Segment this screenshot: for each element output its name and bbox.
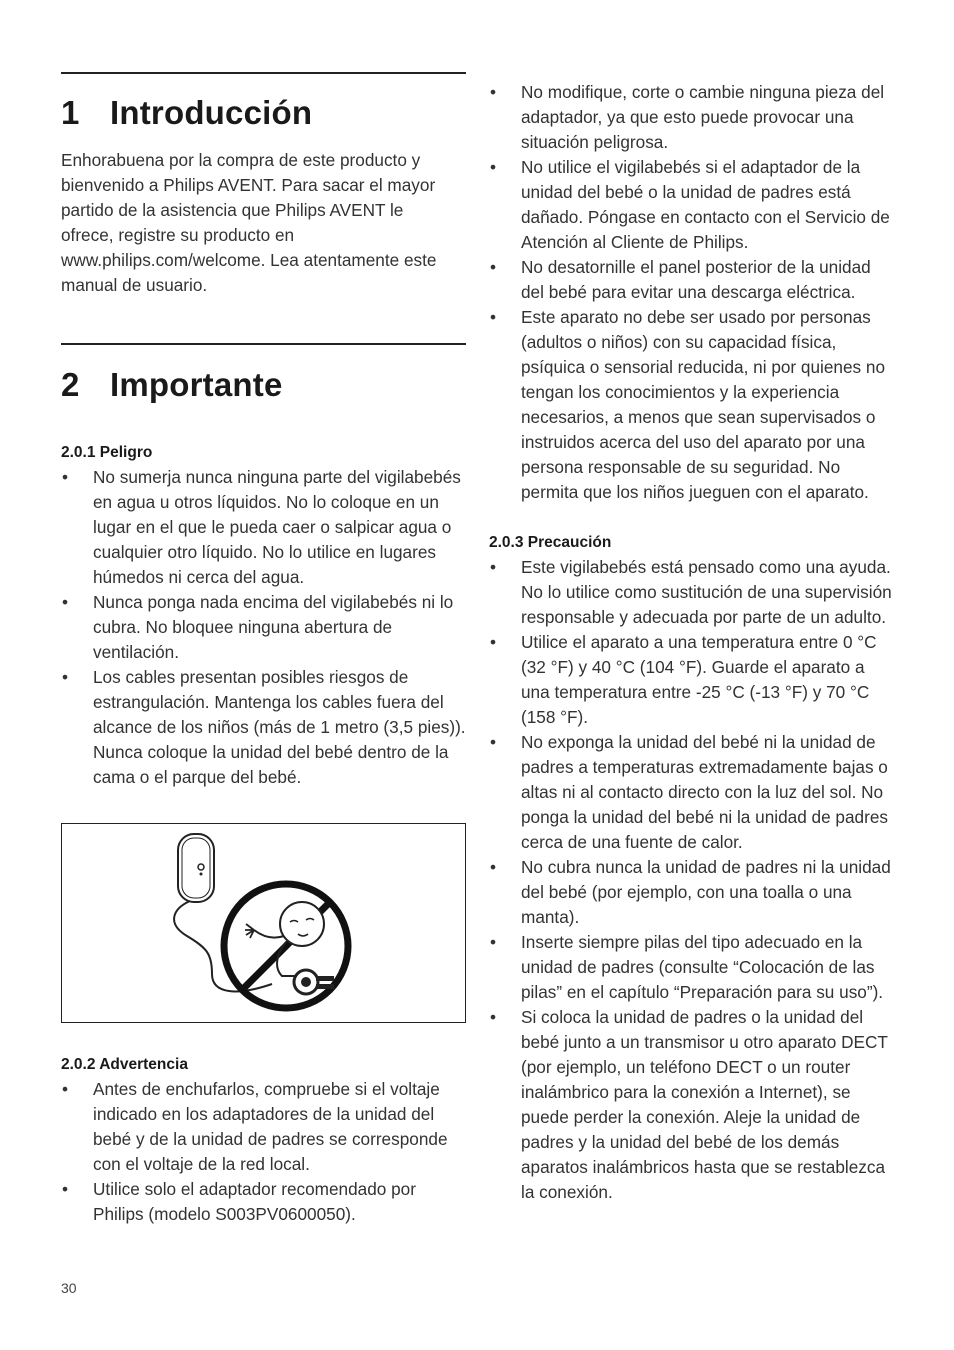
caution-item: • Si coloca la unidad de padres o la unidad del bebé junto a un transmisor u otro aparato DECT (por ejemplo, un teléfono DECT o un router inalámbrico para la conexión a Internet), se puede perder la conexión. Aleje la unidad de padres y la unidad del bebé de los demás aparatos inalámbricos hasta que se restablezca la conexión. (489, 1005, 894, 1205)
warning-heading: 2.0.2 Advertencia (61, 1056, 188, 1073)
caution-item: • Este vigilabebés está pensado como una ayuda. No lo utilice como sustitución de una supervisión responsable y adecuada por parte de un adulto. (489, 555, 894, 630)
warning-item: • No desatornille el panel posterior de la unidad del bebé para evitar una descarga eléctrica. (489, 255, 894, 305)
section-title: Importante (110, 366, 283, 403)
caution-item: • Utilice el aparato a una temperatura entre 0 °C (32 °F) y 40 °C (104 °F). Guarde el aparato a una temperatura entre -25 °C (-13 °F) y 70 °C (158 °F). (489, 630, 894, 730)
caution-item: • No exponga la unidad del bebé ni la unidad de padres a temperaturas extremadamente bajas o altas ni al contacto directo con la luz del sol. No ponga la unidad del bebé ni la unidad de padres cerca de una fuente de calor. (489, 730, 894, 855)
warning-section (61, 1052, 466, 1227)
warning-illustration (61, 823, 466, 1023)
warning-list-continued (489, 80, 894, 505)
right-column (489, 80, 894, 1205)
no-cable-near-baby-icon (62, 824, 465, 1022)
danger-list (61, 465, 466, 790)
danger-item: • Nunca ponga nada encima del vigilabebés ni lo cubra. No bloquee ninguna abertura de ventilación. (61, 590, 466, 665)
left-column (61, 72, 466, 790)
page-number: 30 (61, 1280, 77, 1296)
intro-paragraph: Enhorabuena por la compra de este producto y bienvenido a Philips AVENT. Para sacar el mayor partido de la asistencia que Philips AVENT le ofrece, registre su producto en www.philips.com/welcome. Lea atentamente este manual de usuario. (61, 150, 437, 295)
section-title: Introducción (110, 94, 313, 131)
caution-heading: 2.0.3 Precaución (489, 534, 612, 551)
warning-item: • Este aparato no debe ser usado por personas (adultos o niños) con su capacidad física, psíquica o sensorial reducida, ni por quienes no tengan los conocimientos y la experiencia necesarios, a menos que sean supervisados o instruidos acerca del uso del aparato por una persona responsable de su seguridad. No permita que los niños jueguen con el aparato. (489, 305, 894, 505)
danger-heading: 2.0.1 Peligro (61, 444, 153, 461)
section-number: 1 (61, 94, 80, 131)
caution-list (489, 555, 894, 1205)
section-heading-introduction (61, 90, 466, 136)
danger-item: • No sumerja nunca ninguna parte del vigilabebés en agua u otros líquidos. No lo coloque en un lugar en el que le pueda caer o salpicar agua o cualquier otro líquido. No lo utilice en lugares húmedos ni cerca del agua. (61, 465, 466, 590)
warning-item: • Utilice solo el adaptador recomendado por Philips (modelo S003PV0600050). (61, 1177, 466, 1227)
danger-item: • Los cables presentan posibles riesgos de estrangulación. Mantenga los cables fuera del alcance de los niños (más de 1 metro (3,5 pies)). Nunca coloque la unidad del bebé dentro de la cama o el parque del bebé. (61, 665, 466, 790)
caution-item: • No cubra nunca la unidad de padres ni la unidad del bebé (por ejemplo, con una toalla o una manta). (489, 855, 894, 930)
section-rule (61, 72, 466, 74)
warning-item: • No utilice el vigilabebés si el adaptador de la unidad del bebé o la unidad de padres está dañado. Póngase en contacto con el Servicio de Atención al Cliente de Philips. (489, 155, 894, 255)
section-number: 2 (61, 366, 80, 403)
warning-item: • No modifique, corte o cambie ninguna pieza del adaptador, ya que esto puede provocar una situación peligrosa. (489, 80, 894, 155)
warning-item: • Antes de enchufarlos, compruebe si el voltaje indicado en los adaptadores de la unidad del bebé y de la unidad de padres se corresponde con el voltaje de la red local. (61, 1077, 466, 1177)
section-rule (61, 343, 466, 345)
section-heading-important (61, 362, 466, 408)
warning-list (61, 1077, 466, 1227)
caution-item: • Inserte siempre pilas del tipo adecuado en la unidad de padres (consulte “Colocación de las pilas” en el capítulo “Preparación para su uso”). (489, 930, 894, 1005)
